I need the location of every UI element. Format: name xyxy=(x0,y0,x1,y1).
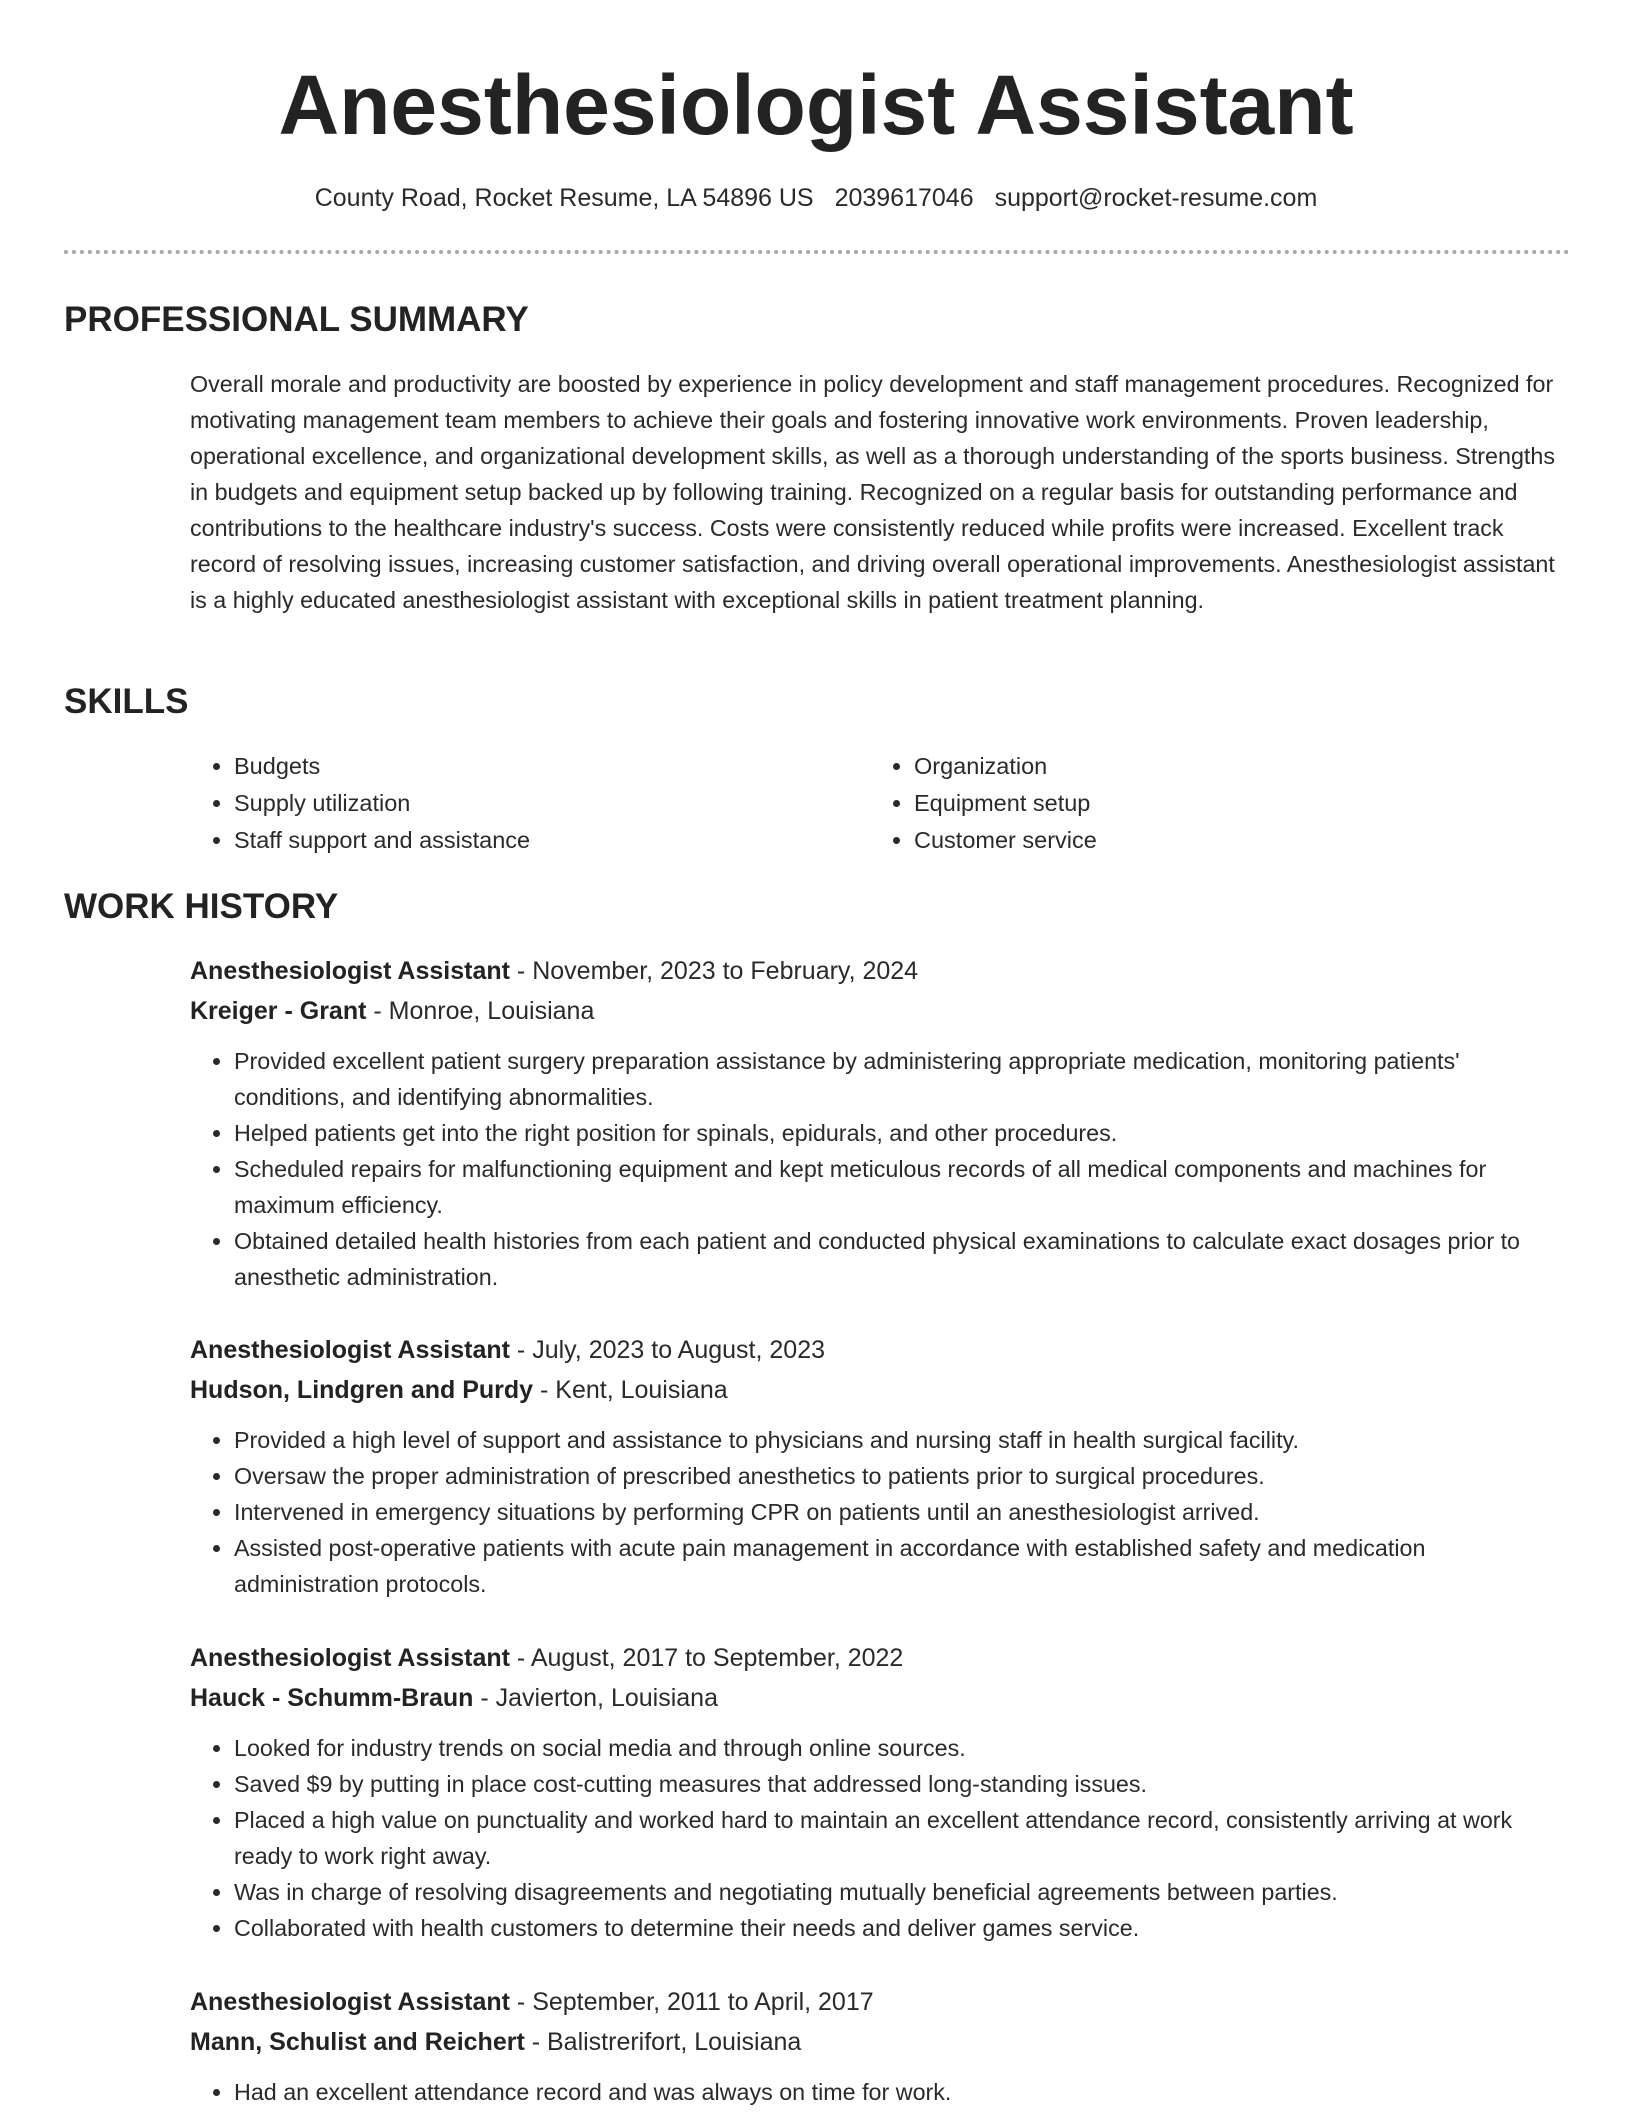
job-entry xyxy=(190,1638,1570,1946)
job-bullet: • Scheduled repairs for malfunctioning equipment and kept meticulous records of all medical components and machines for maximum efficiency. xyxy=(234,1151,1570,1223)
skill-item: • Customer service xyxy=(914,822,1550,859)
job-bullet: • Intervened in emergency situations by performing CPR on patients until an anesthesiologist arrived. xyxy=(234,1494,1570,1530)
job-dates: - September, 2011 to April, 2017 xyxy=(509,1988,874,2016)
job-company: Mann, Schulist and Reichert xyxy=(190,2028,525,2056)
job-bullet: • Assisted post-operative patients with acute pain management in accordance with established safety and medication administration protocols. xyxy=(234,1530,1570,1602)
job-bullet: • Collaborated with health customers to determine their needs and deliver games service. xyxy=(234,1910,1570,1946)
job-bullet: • Oversaw the proper administration of prescribed anesthetics to patients prior to surgical procedures. xyxy=(234,1458,1570,1494)
job-title-line xyxy=(190,1330,1570,1370)
skill-item: • Organization xyxy=(914,748,1550,785)
job-bullets xyxy=(190,1043,1570,1295)
job-dates: - November, 2023 to February, 2024 xyxy=(509,957,919,985)
skills-list xyxy=(190,748,1570,859)
header-divider xyxy=(64,250,1570,254)
job-entry xyxy=(190,951,1570,1295)
skill-item: • Budgets xyxy=(234,748,870,785)
job-bullets xyxy=(190,2074,1570,2110)
skill-item: • Staff support and assistance xyxy=(234,822,870,859)
job-company: Hauck - Schumm-Braun xyxy=(190,1684,474,1712)
job-title-line xyxy=(190,1638,1570,1678)
skills-column-left xyxy=(190,748,870,859)
skill-item: • Equipment setup xyxy=(914,785,1550,822)
job-bullet: • Saved $9 by putting in place cost-cutting measures that addressed long-standing issues. xyxy=(234,1766,1570,1802)
phone-text: 2039617046 xyxy=(834,184,974,212)
candidate-name: Anesthesiologist Assistant xyxy=(278,58,1354,152)
job-bullet: • Provided excellent patient surgery preparation assistance by administering appropriate medication, monitoring patients' conditions, and identifying abnormalities. xyxy=(234,1043,1570,1115)
work-history-heading: WORK HISTORY xyxy=(64,887,339,926)
contact-line xyxy=(0,180,1632,216)
job-title-line xyxy=(190,1982,1570,2022)
job-location: - Kent, Louisiana xyxy=(533,1376,728,1404)
job-dates: - July, 2023 to August, 2023 xyxy=(509,1336,826,1364)
job-bullets xyxy=(190,1422,1570,1602)
job-title: Anesthesiologist Assistant xyxy=(190,1644,510,1672)
job-bullet: • Placed a high value on punctuality and worked hard to maintain an excellent attendance record, consistently arriving at work ready to work right away. xyxy=(234,1802,1570,1874)
job-location: - Monroe, Louisiana xyxy=(366,997,595,1025)
skill-item: • Supply utilization xyxy=(234,785,870,822)
job-entry xyxy=(190,1330,1570,1602)
address-text: County Road, Rocket Resume, LA 54896 US xyxy=(314,184,814,212)
job-dates: - August, 2017 to September, 2022 xyxy=(509,1644,904,1672)
job-company: Hudson, Lindgren and Purdy xyxy=(190,1376,534,1404)
job-title-line xyxy=(190,951,1570,991)
job-title: Anesthesiologist Assistant xyxy=(190,957,510,985)
job-location: - Balistrerifort, Louisiana xyxy=(524,2028,802,2056)
job-company-line xyxy=(190,2022,1570,2062)
job-location: - Javierton, Louisiana xyxy=(473,1684,718,1712)
skills-column-right xyxy=(870,748,1550,859)
email-text: support@rocket-resume.com xyxy=(994,184,1318,212)
job-entry xyxy=(190,1982,1570,2110)
skills-heading: SKILLS xyxy=(64,682,189,721)
job-title: Anesthesiologist Assistant xyxy=(190,1988,510,2016)
job-bullet: • Looked for industry trends on social media and through online sources. xyxy=(234,1730,1570,1766)
job-bullets xyxy=(190,1730,1570,1946)
job-bullet: • Provided a high level of support and assistance to physicians and nursing staff in health surgical facility. xyxy=(234,1422,1570,1458)
job-company-line xyxy=(190,991,1570,1031)
summary-heading: PROFESSIONAL SUMMARY xyxy=(64,300,529,339)
job-company-line xyxy=(190,1370,1570,1410)
job-title: Anesthesiologist Assistant xyxy=(190,1336,510,1364)
job-company-line xyxy=(190,1678,1570,1718)
job-bullet: • Helped patients get into the right position for spinals, epidurals, and other procedures. xyxy=(234,1115,1570,1151)
summary-paragraph: Overall morale and productivity are boosted by experience in policy development and staff management procedures. Recognized for motivating management team members to achieve their goals and fostering innovative work environments. Proven leadership, operational excellence, and organizational development skills, as well as a thorough understanding of the sports business. Strengths in budgets and equipment setup backed up by following training. Recognized on a regular basis for outstanding performance and contributions to the healthcare industry's success. Costs were consistently reduced while profits were increased. Excellent track record of resolving issues, increasing customer satisfaction, and driving overall operational improvements. Anesthesiologist assistant is a highly educated anesthesiologist assistant with exceptional skills in patient treatment planning. xyxy=(190,371,1555,613)
job-bullet: • Had an excellent attendance record and was always on time for work. xyxy=(234,2074,1570,2110)
job-bullet: • Was in charge of resolving disagreements and negotiating mutually beneficial agreements between parties. xyxy=(234,1874,1570,1910)
job-bullet: • Obtained detailed health histories from each patient and conducted physical examinations to calculate exact dosages prior to anesthetic administration. xyxy=(234,1223,1570,1295)
job-company: Kreiger - Grant xyxy=(190,997,367,1025)
